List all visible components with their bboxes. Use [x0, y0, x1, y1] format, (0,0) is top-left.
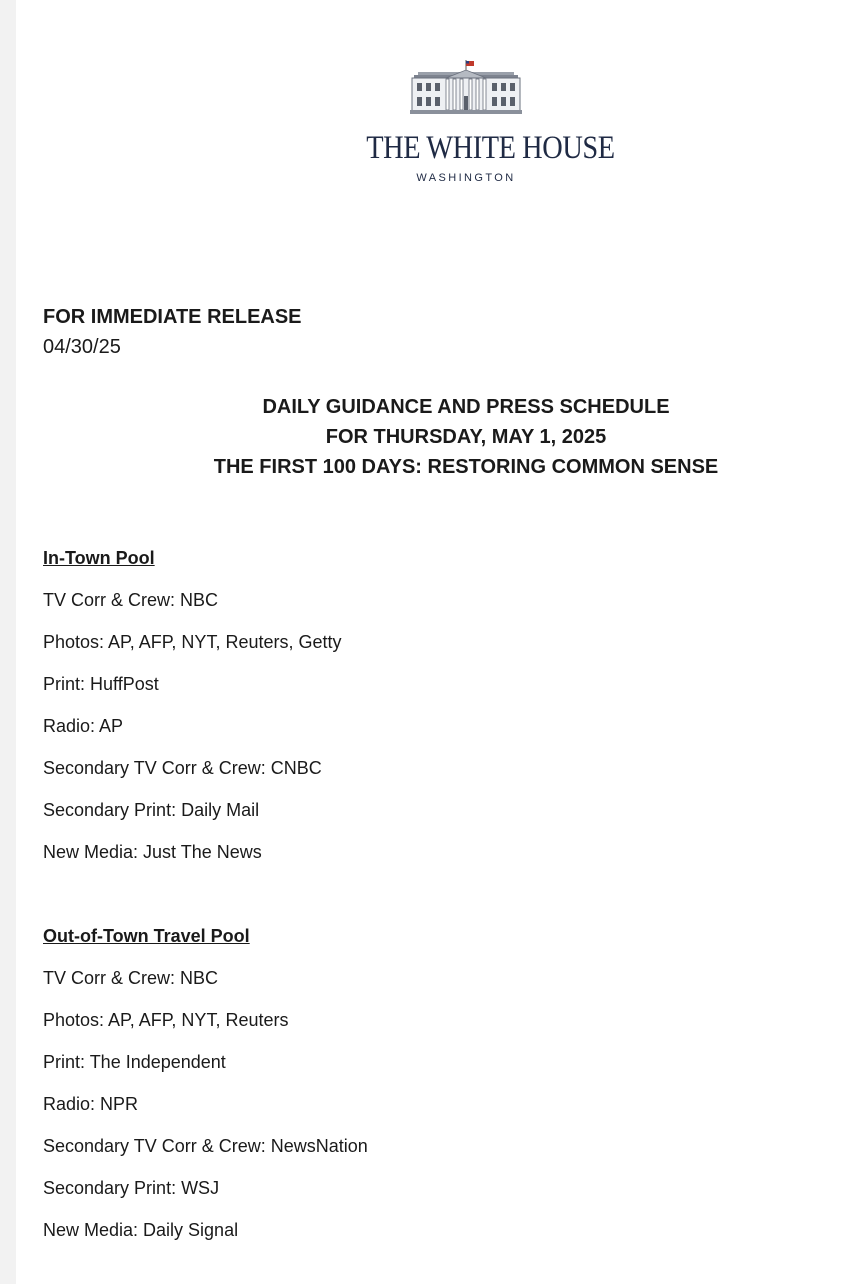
in-town-pool-title: In-Town Pool — [43, 548, 155, 568]
letterhead-title: THE WHITE HOUSE — [366, 130, 615, 166]
white-house-building-icon — [408, 58, 524, 116]
in-town-pool-item: Radio: AP — [43, 716, 124, 736]
in-town-pool-item: Secondary Print: Daily Mail — [43, 800, 260, 820]
release-date: 04/30/25 — [43, 336, 121, 358]
in-town-pool-item: TV Corr & Crew: NBC — [43, 590, 219, 610]
in-town-pool-item: Photos: AP, AFP, NYT, Reuters, Getty — [43, 632, 342, 652]
in-town-pool-item: New Media: Just The News — [43, 842, 262, 862]
heading-line-2: FOR THURSDAY, MAY 1, 2025 — [325, 426, 607, 448]
travel-pool-item: Print: The Independent — [43, 1052, 226, 1072]
heading-line-1: DAILY GUIDANCE AND PRESS SCHEDULE — [262, 396, 670, 418]
white-house-letterhead — [350, 58, 615, 188]
travel-pool-item: Photos: AP, AFP, NYT, Reuters — [43, 1010, 289, 1030]
travel-pool-item: Secondary Print: WSJ — [43, 1178, 220, 1198]
travel-pool-item: Secondary TV Corr & Crew: NewsNation — [43, 1136, 368, 1156]
travel-pool-item: Radio: NPR — [43, 1094, 139, 1114]
in-town-pool-item: Print: HuffPost — [43, 674, 159, 694]
travel-pool-item: TV Corr & Crew: NBC — [43, 968, 219, 988]
heading-line-3: THE FIRST 100 DAYS: RESTORING COMMON SENSE — [213, 456, 719, 478]
travel-pool-title: Out-of-Town Travel Pool — [43, 926, 250, 946]
travel-pool-item: New Media: Daily Signal — [43, 1220, 239, 1240]
release-label: FOR IMMEDIATE RELEASE — [43, 306, 302, 328]
document-page — [16, 0, 850, 1284]
letterhead-subtitle: WASHINGTON — [416, 172, 516, 184]
in-town-pool-item: Secondary TV Corr & Crew: CNBC — [43, 758, 322, 778]
